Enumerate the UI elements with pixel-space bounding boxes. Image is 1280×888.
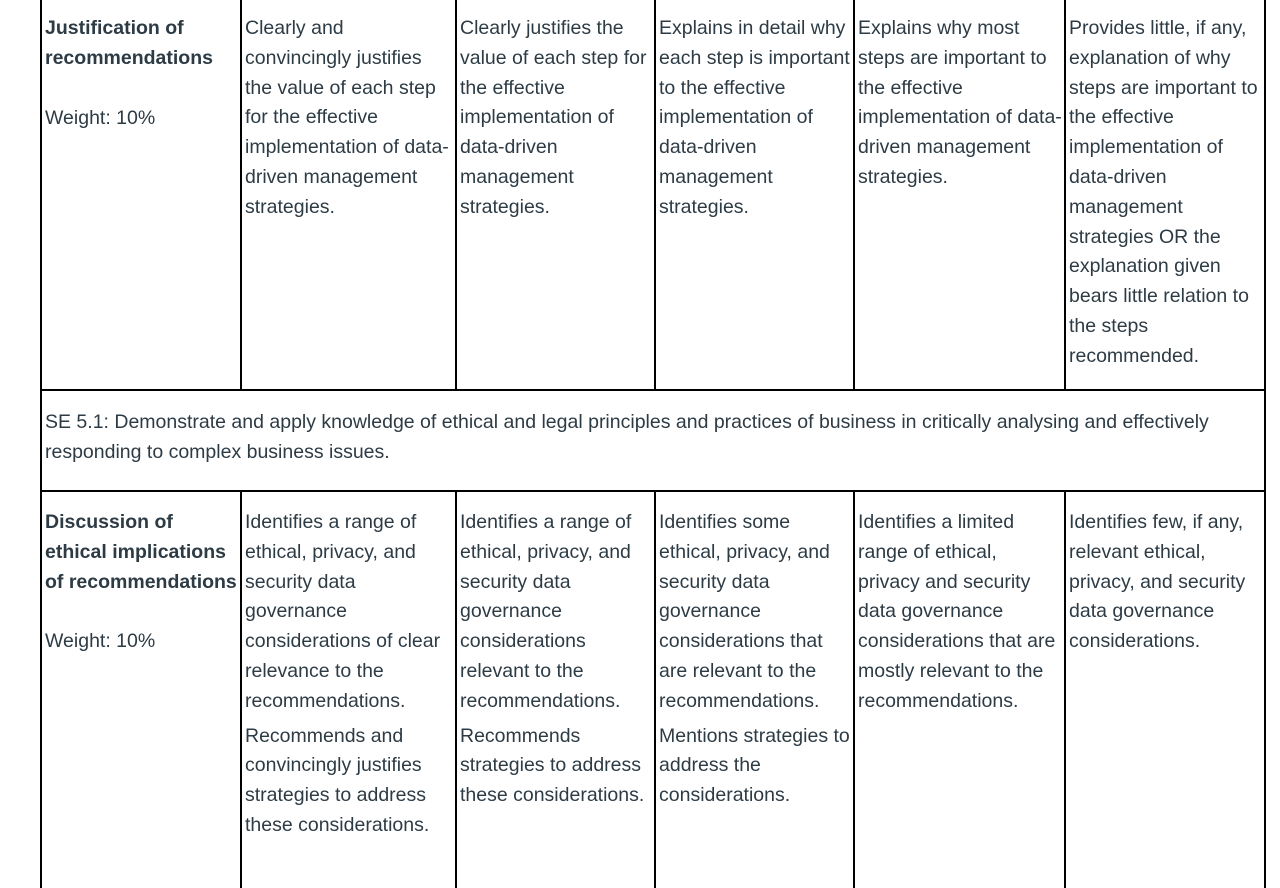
criterion-weight: Weight: 10% <box>45 630 156 653</box>
level-strategy: Recommends and convincingly justifies strategies to address these considerations. <box>245 724 430 836</box>
rubric-table <box>40 0 1266 888</box>
criterion-weight: Weight: 10% <box>45 106 156 129</box>
level-cell: Explains in detail why each step is important to the effective implementation of data-driven management strategies. <box>655 0 854 390</box>
level-cell <box>854 491 1065 888</box>
level-description: Identifies a range of ethical, privacy, and security data governance considerations relevant to the recommendations. <box>460 511 632 712</box>
level-description: Identifies a limited range of ethical, privacy and security data governance considerations that are mostly relevant to the recommendations. <box>858 511 1056 712</box>
table-row <box>41 491 1265 888</box>
level-cell: Clearly and convincingly justifies the value of each step for the effective implementation of data-driven management strategies. <box>241 0 456 390</box>
learning-outcome-cell: SE 5.1: Demonstrate and apply knowledge of ethical and legal principles and practices of business in critically analysing and effectively responding to complex business issues. <box>41 390 1265 491</box>
level-cell <box>241 491 456 888</box>
criterion-title: Justification of recommendations <box>45 17 213 69</box>
level-strategy: Mentions strategies to address the considerations. <box>659 724 850 807</box>
level-cell <box>1065 491 1265 888</box>
level-description: Identifies few, if any, relevant ethical, privacy, and security data governance considerations. <box>1069 511 1246 653</box>
level-cell <box>655 491 854 888</box>
level-description: Identifies some ethical, privacy, and security data governance considerations that are relevant to the recommendations. <box>659 511 830 712</box>
level-cell: Explains why most steps are important to the effective implementation of data-driven management strategies. <box>854 0 1065 390</box>
level-strategy: Recommends strategies to address these considerations. <box>460 724 645 807</box>
level-cell: Provides little, if any, explanation of why steps are important to the effective implementation of data-driven management strategies OR the explanation given bears little relation to the steps recommended. <box>1065 0 1265 390</box>
criterion-title: Discussion of ethical implications of recommendations <box>45 511 237 593</box>
criterion-cell <box>41 491 241 888</box>
level-description: Identifies a range of ethical, privacy, and security data governance considerations of clear relevance to the recommendations. <box>245 511 441 712</box>
level-cell <box>456 491 655 888</box>
criterion-cell <box>41 0 241 390</box>
table-row <box>41 390 1265 491</box>
table-row <box>41 0 1265 390</box>
level-cell: Clearly justifies the value of each step for the effective implementation of data-driven management strategies. <box>456 0 655 390</box>
